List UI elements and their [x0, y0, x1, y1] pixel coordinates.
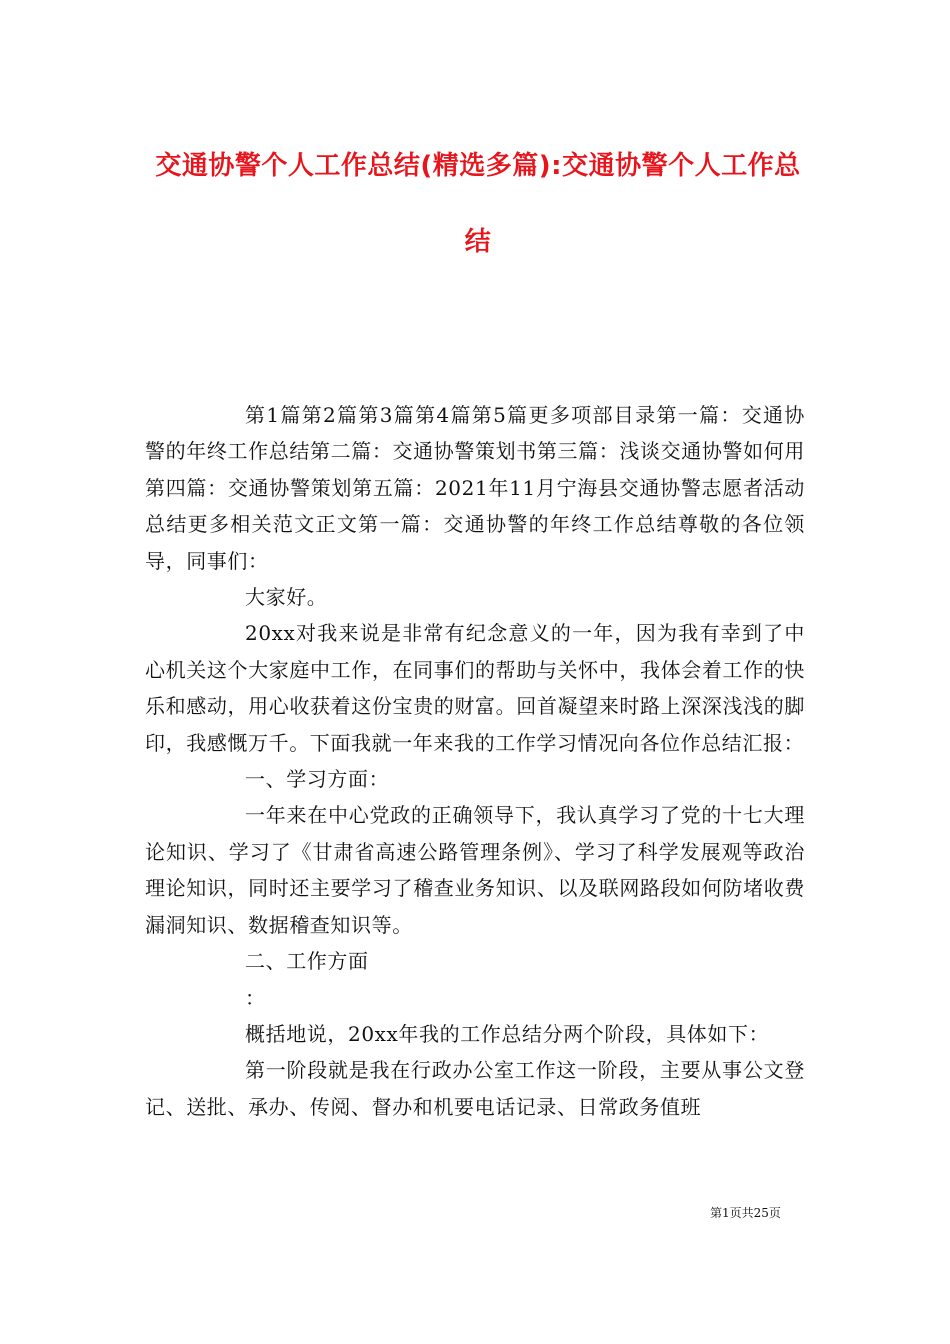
paragraph-work-summary: 概括地说，20xx年我的工作总结分两个阶段，具体如下：	[245, 1021, 770, 1046]
paragraph-greeting: 大家好。	[245, 585, 328, 610]
paragraph-toc: 第1篇第2篇第3篇第4篇第5篇更多项部目录第一篇：交通协警的年终工作总结第二篇：交通协警策划书第三篇：浅谈交通协警如何用第四篇：交通协警策划第五篇：2021年11月宁海县交通协警志愿者活动总结更多相关范文正文第一篇：交通协警的年终工作总结尊敬的各位领导，同事们：	[145, 403, 805, 573]
paragraph-stage-one: 第一阶段就是我在行政办公室工作这一阶段，主要从事公文登记、送批、承办、传阅、督办和机要电话记录、日常政务值班	[145, 1058, 805, 1119]
heading-work: 二、工作方面	[245, 949, 369, 974]
heading-study: 一、学习方面：	[245, 767, 390, 792]
document-title: 交通协警个人工作总结(精选多篇):交通协警个人工作总结	[155, 151, 801, 257]
heading-work-colon: ：	[245, 985, 266, 1010]
page-number: 第1页共25页	[710, 1206, 781, 1220]
paragraph-study: 一年来在中心党政的正确领导下，我认真学习了党的十七大理论知识、学习了《甘肃省高速公路管理条例》、学习了科学发展观等政治理论知识，同时还主要学习了稽查业务知识、以及联网路段如何防堵收费漏洞知识、数据稽查知识等。	[145, 803, 805, 937]
paragraph-intro: 20xx对我来说是非常有纪念意义的一年，因为我有幸到了中心机关这个大家庭中工作，在同事们的帮助与关怀中，我体会着工作的快乐和感动，用心收获着这份宝贵的财富。回首凝望来时路上深深浅浅的脚印，我感慨万千。下面我就一年来我的工作学习情况向各位作总结汇报：	[145, 621, 805, 755]
document-body	[145, 397, 805, 1125]
